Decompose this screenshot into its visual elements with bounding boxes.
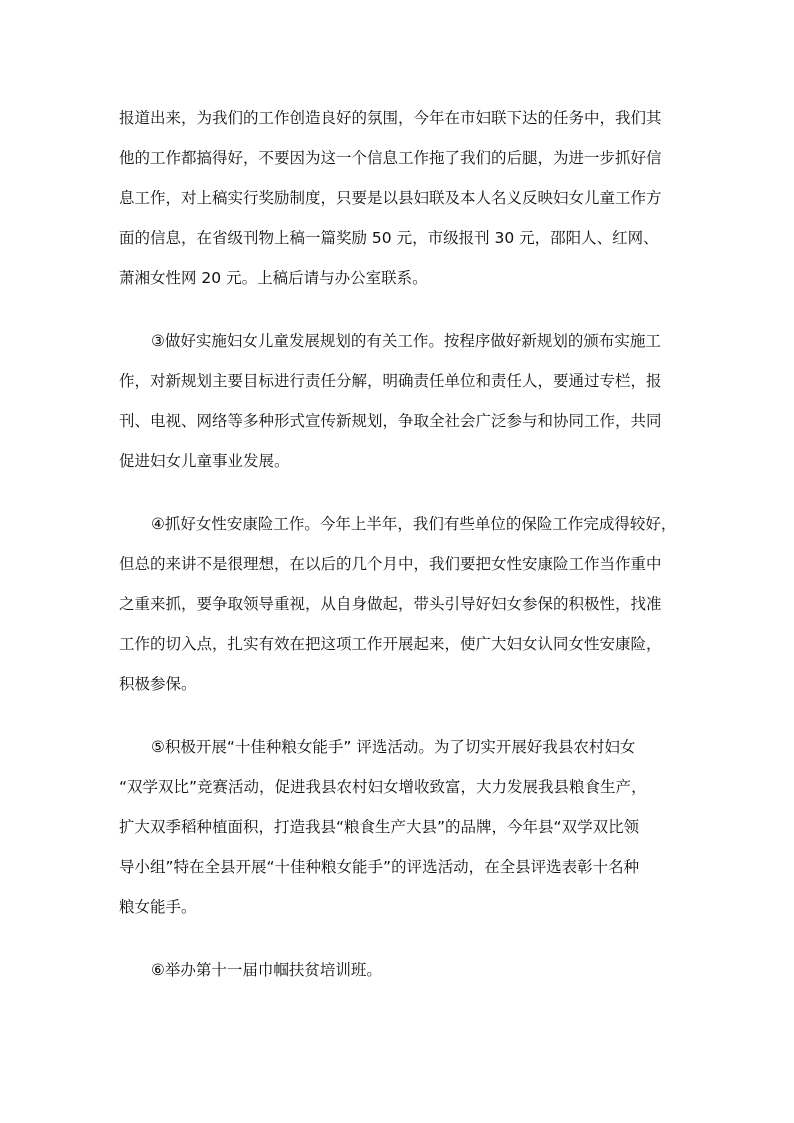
text-line: 但总的来讲不是很理想，在以后的几个月中，我们要把女性安康险工作当作重中 bbox=[119, 555, 662, 573]
text-line: 促进妇女儿童事业发展。 bbox=[119, 452, 290, 470]
paragraph-item-4-women-insurance bbox=[119, 504, 695, 704]
text-line: 粮女能手。 bbox=[119, 898, 197, 916]
text-line: 扩大双季稻种植面积，打造我县“粮食生产大县”的品牌，今年县“双学双比领 bbox=[119, 818, 640, 836]
paragraph-item-5-grain-contest bbox=[119, 727, 695, 927]
paragraph-information-reward bbox=[119, 98, 695, 298]
text-line: 工作的切入点，扎实有效在把这项工作开展起来，使广大妇女认同女性安康险， bbox=[119, 635, 662, 653]
paragraph-item-6-training-class bbox=[119, 950, 695, 990]
text-line: 他的工作都搞得好，不要因为这一个信息工作拖了我们的后腿，为进一步抓好信 bbox=[119, 149, 662, 167]
text-line: 萧湘女性网 20 元。上稿后请与办公室联系。 bbox=[119, 269, 428, 287]
text-line: 息工作，对上稿实行奖励制度，只要是以县妇联及本人名义反映妇女儿童工作方 bbox=[119, 189, 662, 207]
text-line: 面的信息，在省级刊物上稿一篇奖励 50 元，市级报刊 30 元，邵阳人、红网、 bbox=[119, 229, 659, 247]
text-line: “双学双比”竞赛活动，促进我县农村妇女增收致富，大力发展我县粮食生产， bbox=[119, 778, 647, 796]
text-line: 刊、电视、网络等多种形式宣传新规划，争取全社会广泛参与和协同工作，共同 bbox=[119, 412, 662, 430]
text-line: 积极参保。 bbox=[119, 675, 197, 693]
text-line: ⑤积极开展“十佳种粮女能手” 评选活动。为了切实开展好我县农村妇女 bbox=[151, 738, 636, 756]
text-line: ⑥举办第十一届巾帼扶贫培训班。 bbox=[151, 961, 382, 979]
paragraph-item-3-development-plan bbox=[119, 321, 695, 481]
text-line: 报道出来，为我们的工作创造良好的氛围，今年在市妇联下达的任务中，我们其 bbox=[119, 109, 662, 127]
text-line: 之重来抓，要争取领导重视，从自身做起，带头引导好妇女参保的积极性，找准 bbox=[119, 595, 662, 613]
text-line: 作，对新规划主要目标进行责任分解，明确责任单位和责任人，要通过专栏，报 bbox=[119, 372, 662, 390]
text-line: ④抓好女性安康险工作。今年上半年，我们有些单位的保险工作完成得较好， bbox=[151, 515, 677, 533]
text-line: 导小组”特在全县开展“十佳种粮女能手”的评选活动，在全县评选表彰十名种 bbox=[119, 858, 640, 876]
document-body bbox=[119, 98, 695, 1013]
text-line: ③做好实施妇女儿童发展规划的有关工作。按程序做好新规划的颁布实施工 bbox=[151, 332, 661, 350]
